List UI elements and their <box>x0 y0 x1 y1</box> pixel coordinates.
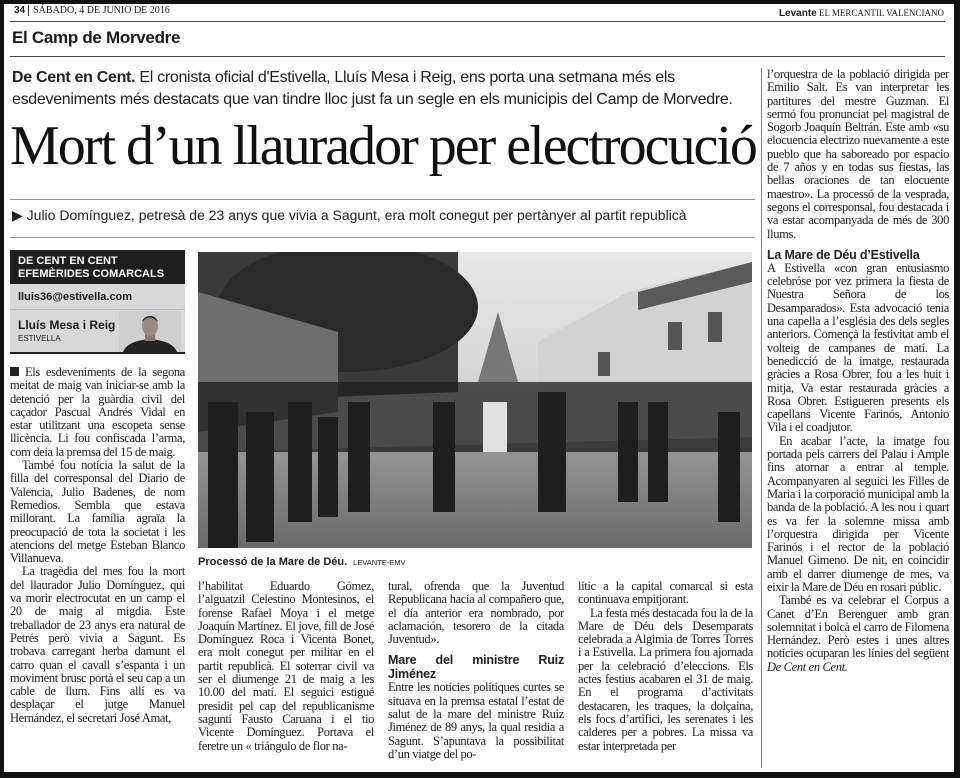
brand-subtitle: EL MERCANTIL VALENCIANO <box>819 8 944 18</box>
headline: Mort d’un llaurador per electrocució <box>10 115 756 177</box>
subheadline <box>12 207 752 224</box>
square-bullet-icon <box>10 367 19 376</box>
paragraph: tural, ofrenda que la Juventud Republicana hacía al compañero que, el día anterior era nombrado, por aclamación, tesorero de la citada Juventud». <box>388 579 564 647</box>
article-column-4 <box>578 580 753 753</box>
arrow-icon: ▶ <box>12 207 27 223</box>
paragraph: A Estivella «con gran entusiasmo celebróse por vez primera la fiesta de Nuestra Señora de los Desamparados». Esta advocació tenia una capella a l’església des dels segles anteriors. Començà la festivitat amb el volteig de campanes de matí. La benedicció de la imatge, restaurada gràcies a Rosa Obrer, fou a les huit i mitja, Va estar restaurada gràcies a Rosa Obrer. Estigueren presents els capellans Vicente Farinós, Antonio Vila i el coadjutor. <box>767 260 949 435</box>
brand-logo: Levante <box>778 8 817 19</box>
photo-credit: LEVANTE-EMV <box>353 558 406 567</box>
intro-body: El cronista oficial d'Estivella, Lluís Mesa i Reig, ens porta una setmana més els esdeveniments més destacats que van tindre lloc just fa un segle en els municipis del Camp de Morvedre. <box>12 69 733 108</box>
paragraph: lític a la capital comarcal si esta continuava empitjorant. <box>578 579 753 607</box>
column-kicker <box>10 250 185 284</box>
paragraph: També fou notícia la salut de la filla del corresponsal del Diario de Valencia, Julio Badenes, de nom Remedios. Sembla que estava millorant. La família agraïa la preocupació de tota la societat i les atencions del metge Esteban Blanco Villanueva. <box>10 458 185 566</box>
procession-photo <box>198 252 752 548</box>
subheading: Mare del ministre Ruiz Jiménez <box>388 653 564 682</box>
page-header <box>14 5 170 16</box>
article-column-3 <box>388 580 564 761</box>
author-email[interactable]: lluis36@estivella.com <box>10 284 185 310</box>
page-date: SÁBADO, 4 DE JUNIO DE 2016 <box>33 5 170 16</box>
paragraph: La festa més destacada fou la de la Mare de Déu dels Desemparats celebrada a Algimia de Torres Torres i a Estivella. La primera fou ajornada per la celebració d’eleccions. Els actes festius acabaren el 31 de maig. En el programa d’activitats destacaren, les traques, la dolçaina, els focs d’artifici, les serenates i les calderes per a pobres. La missa va estar interpretada per <box>578 605 753 753</box>
kicker-line: DE CENT EN CENT <box>18 255 118 267</box>
subheading: La Mare de Déu d’Estivella <box>767 247 920 262</box>
article-column-2 <box>198 580 374 753</box>
page-number: 34 <box>14 5 29 16</box>
paragraph: l’orquestra de la població dirigida per Emilio Salt. Es van interpretar les partitures del mestre Guzman. El sermó fou pronunciat pel magistral de Sogorb Joaquín Beltrán. Este amb «su elocuencia electrizo nuevamente a este pueblo que ha saboreado por espacio de 7 años y en todas sus fiestas, las bellas oraciones de tan elocuente maestro». La processó de la vesprada, segons el corresponsal, fou destacada i va estar acompanyada de més de 300 llums. <box>767 67 949 241</box>
article-column-5 <box>767 68 949 674</box>
paragraph-text: Els esdeveniments de la segona meitat de maig van iniciar-se amb la detenció per la guàrdia civil del caçador Pascual Andrés Vidal en estar utilitzant una escopeta sense llicència. Li fou confiscada l’arma, com deia la premsa del 15 de maig. <box>10 365 185 459</box>
author-location: ESTIVELLA <box>18 334 61 343</box>
paragraph: Entre les notícies polítiques curtes se situava en la premsa estatal l’estat de salut de la mare del ministre Ruiz Jiménez de 89 anys, la qual residia a Sagunt. S’apuntava la possibilitat d’un viatge del po- <box>388 680 564 761</box>
caption-text: Processó de la Mare de Déu. <box>198 556 348 568</box>
intro-lead: De Cent en Cent. <box>12 69 136 86</box>
divider <box>10 237 755 238</box>
kicker-line: EFEMÈRIDES COMARCALS <box>18 268 165 280</box>
photo-caption <box>198 556 406 568</box>
paragraph: En acabar l’acte, la imatge fou portada pels carrers del Palau i Ample fins atornar a entrar al temple. Acompanyaren al seguici les Filles de Maria i la corporació municipal amb la banda de la població. A les nou i quart es va fer la solemne missa amb l’orquestra dirigida per Vicente Farinós i el rector de la població Manuel Gimeno. De nit, en coincidir amb el darrer diumenge de mes, va eixir la Mare de Déu en rosari públic. <box>767 433 949 594</box>
divider <box>10 199 755 200</box>
section-title: El Camp de Morvedre <box>12 28 181 47</box>
paragraph: l’habilitat Eduardo Gómez, l’alguatzil Celestino Montesinos, el forense Rafael Moya i el metge Joaquín Martínez. El jove, fill de José Domínguez Roca i Vicenta Bonet, era molt conegut per militar en el partit republicà. El soterrar civil va ser el diumenge 21 de maig a les 10.00 del matí. El seguici estigué presidit pel cap del republicanisme saguntí Fausto Caruana i el tio Vicente Domínguez. Portava el feretre un « triángulo de flor na- <box>198 579 374 753</box>
subheadline-text: Julio Domínguez, petresà de 23 anys que vivia a Sagunt, era molt conegut per pertànyer al partit republicà <box>26 207 687 223</box>
divider <box>10 21 945 22</box>
divider <box>10 56 945 57</box>
paragraph <box>767 594 949 674</box>
article-column-1 <box>10 366 185 725</box>
intro-text <box>12 67 752 111</box>
paragraph: La tragèdia del mes fou la mort del llaurador Julio Domínguez, qui va morir electrocutat en un camp el 20 de maig al migdia. Este treballador de 23 anys era natural de Petrés però vivia a Sagunt. Es trobava carregant herba damunt el carro quan el cavall s’espanta i un moviment brusc portà el seu cap a un cable de llum. Fins allí es va desplaçar el jutge Manuel Hernández, el secretari José Amat, <box>10 564 185 725</box>
author-box <box>10 250 185 354</box>
author-name: Lluís Mesa i Reig <box>18 318 116 332</box>
section-name-italic: De Cent en Cent. <box>767 659 848 674</box>
newspaper-brand <box>779 8 944 19</box>
paragraph <box>10 366 185 459</box>
author-photo <box>119 311 181 352</box>
paragraph-text: També es va celebrar el Corpus a Canet d’En Berenguer amb gran solemnitat i bolcà el carro de Filomena Hernández. Però estes i unes altres notícies ocuparan les línies del següent <box>767 593 949 661</box>
column-divider <box>761 68 762 768</box>
